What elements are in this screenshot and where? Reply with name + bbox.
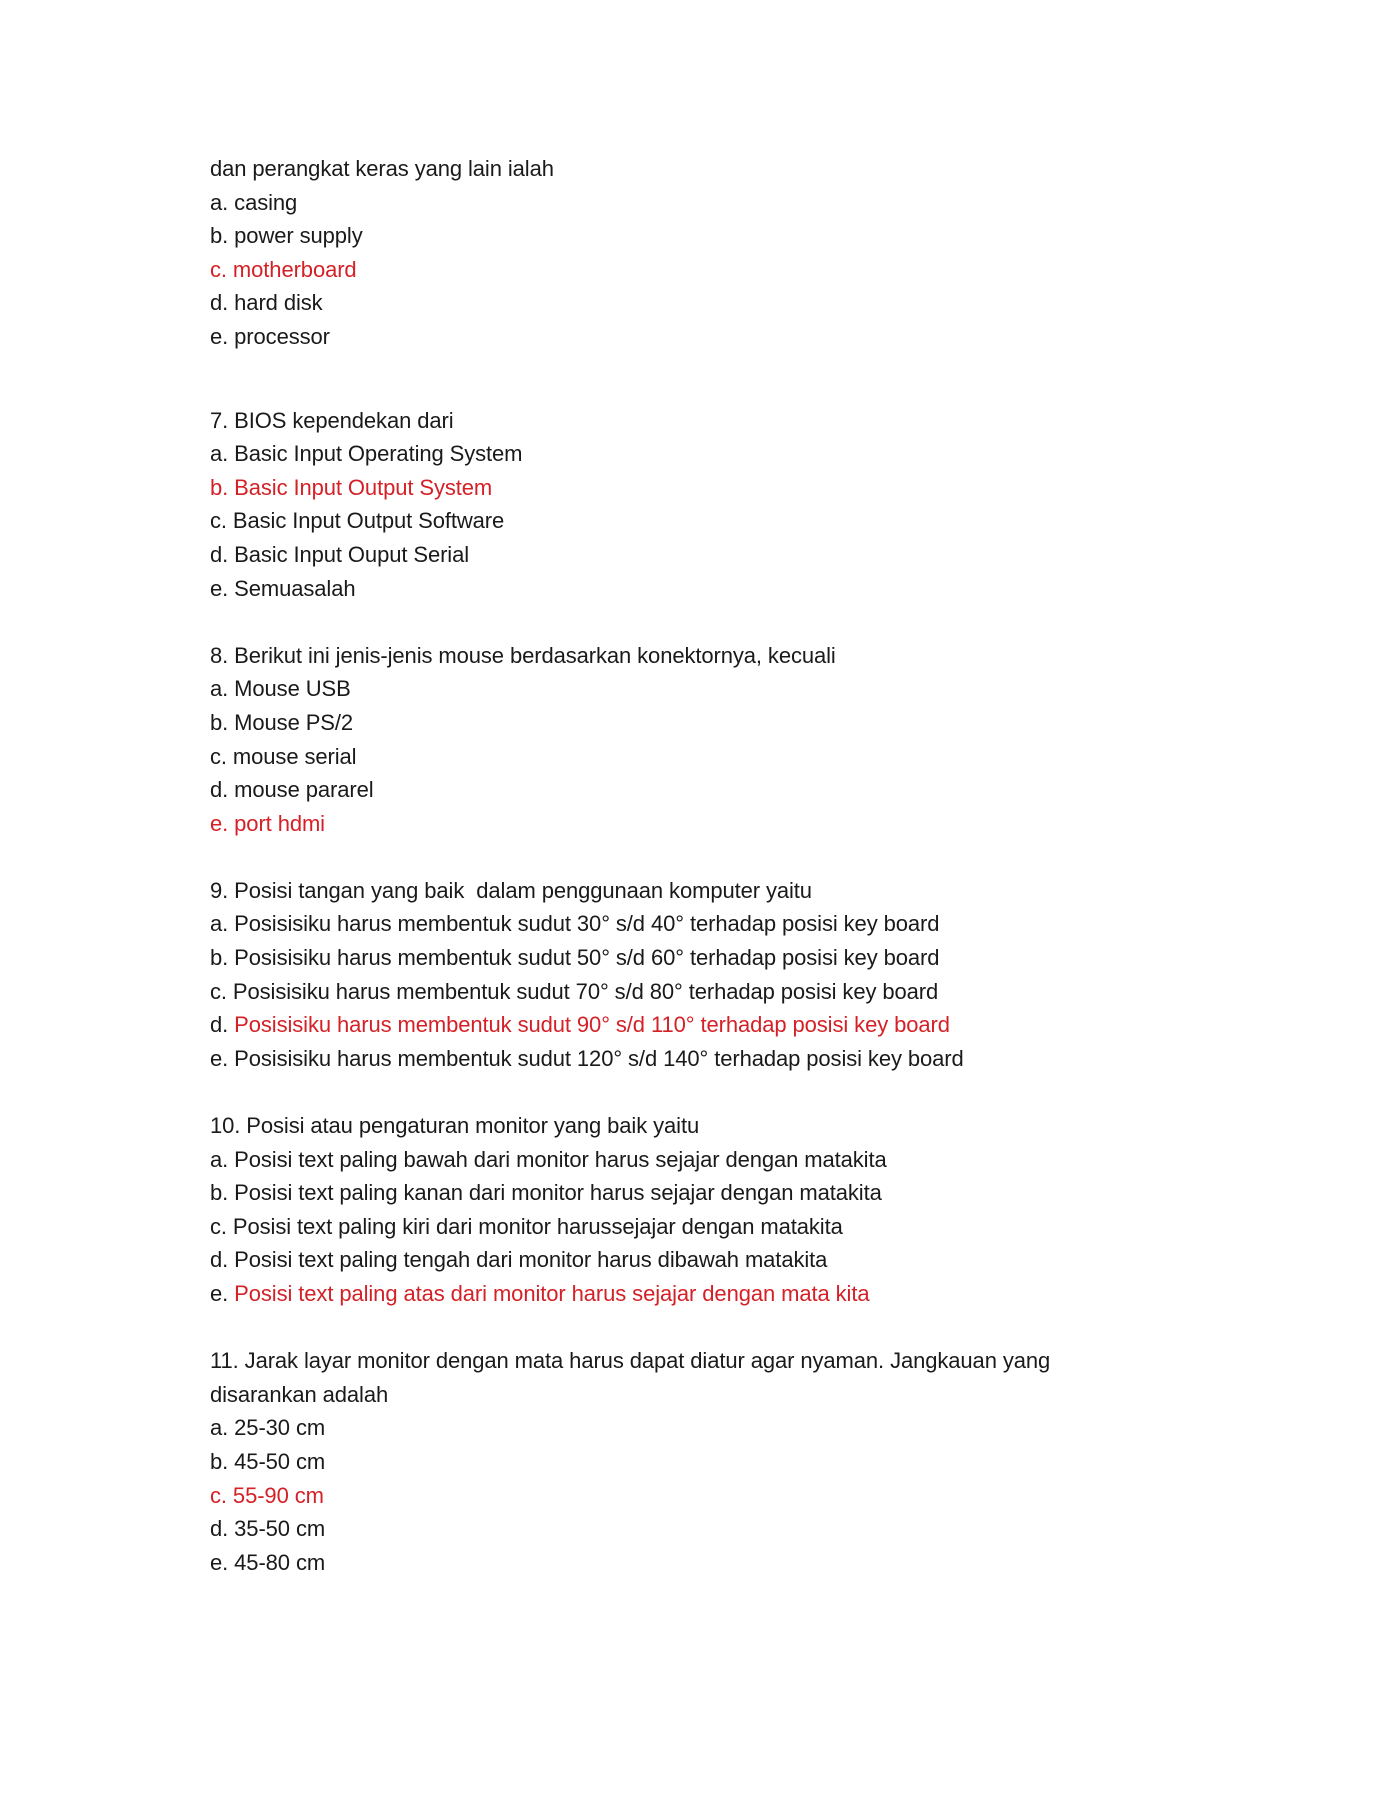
spacer — [210, 354, 1210, 404]
question-stem: 11. Jarak layar monitor dengan mata harus dapat diatur agar nyaman. Jangkauan yang — [210, 1348, 1051, 1374]
option-c-correct: c. motherboard — [210, 256, 357, 282]
option-d-correct: d. Posisisiku harus membentuk sudut 90° s/d 110° terhadap posisi key board — [210, 1012, 950, 1038]
question-6 — [210, 152, 1210, 354]
option-e-correct: e. Posisi text paling atas dari monitor harus sejajar dengan mata kita — [210, 1281, 870, 1306]
option-d: d. 35-50 cm — [210, 1516, 326, 1542]
option-b: b. 45-50 cm — [210, 1448, 326, 1474]
question-11 — [210, 1344, 1210, 1579]
option-b: b. Posisi text paling kanan dari monitor harus sejajar dengan matakita — [210, 1180, 882, 1206]
option-b-correct: b. Basic Input Output System — [210, 474, 493, 500]
document-page — [210, 152, 1210, 1579]
option-a: a. Posisi text paling bawah dari monitor harus sejajar dengan matakita — [210, 1146, 887, 1172]
option-c: c. mouse serial — [210, 743, 357, 769]
question-stem: 9. Posisi tangan yang baik dalam penggunaan komputer yaitu — [210, 877, 812, 903]
option-d: d. Posisi text paling tengah dari monitor harus dibawah matakita — [210, 1247, 828, 1273]
option-a: a. 25-30 cm — [210, 1415, 326, 1441]
option-e: e. Posisisiku harus membentuk sudut 120° s/d 140° terhadap posisi key board — [210, 1045, 964, 1071]
spacer — [210, 840, 1210, 874]
option-d: d. mouse pararel — [210, 777, 374, 803]
option-b: b. power supply — [210, 223, 363, 249]
option-c-correct: c. 55-90 cm — [210, 1482, 324, 1508]
option-b: b. Posisisiku harus membentuk sudut 50° s/d 60° terhadap posisi key board — [210, 945, 940, 971]
option-a: a. Basic Input Operating System — [210, 441, 523, 467]
option-c: c. Posisi text paling kiri dari monitor harussejajar dengan matakita — [210, 1213, 843, 1239]
spacer — [210, 1075, 1210, 1109]
option-e-correct: e. port hdmi — [210, 810, 325, 836]
question-10 — [210, 1109, 1210, 1311]
spacer — [210, 1311, 1210, 1345]
option-d: d. Basic Input Ouput Serial — [210, 541, 470, 567]
option-c: c. Basic Input Output Software — [210, 508, 505, 534]
question-stem: 10. Posisi atau pengaturan monitor yang baik yaitu — [210, 1113, 700, 1139]
question-8 — [210, 639, 1210, 841]
option-e: e. Semuasalah — [210, 575, 356, 601]
option-e: e. 45-80 cm — [210, 1549, 326, 1575]
option-a: a. Mouse USB — [210, 676, 351, 702]
question-7 — [210, 404, 1210, 606]
option-e: e. processor — [210, 323, 330, 349]
option-d: d. hard disk — [210, 290, 323, 316]
question-stem-continued: disarankan adalah — [210, 1381, 389, 1407]
spacer — [210, 605, 1210, 639]
question-9 — [210, 874, 1210, 1076]
question-stem: 8. Berikut ini jenis-jenis mouse berdasarkan konektornya, kecuali — [210, 642, 836, 668]
option-a: a. casing — [210, 189, 298, 215]
option-b: b. Mouse PS/2 — [210, 709, 354, 735]
option-a: a. Posisisiku harus membentuk sudut 30° s/d 40° terhadap posisi key board — [210, 911, 940, 937]
question-stem: 7. BIOS kependekan dari — [210, 407, 454, 433]
option-c: c. Posisisiku harus membentuk sudut 70° s/d 80° terhadap posisi key board — [210, 978, 939, 1004]
question-stem: dan perangkat keras yang lain ialah — [210, 156, 554, 181]
